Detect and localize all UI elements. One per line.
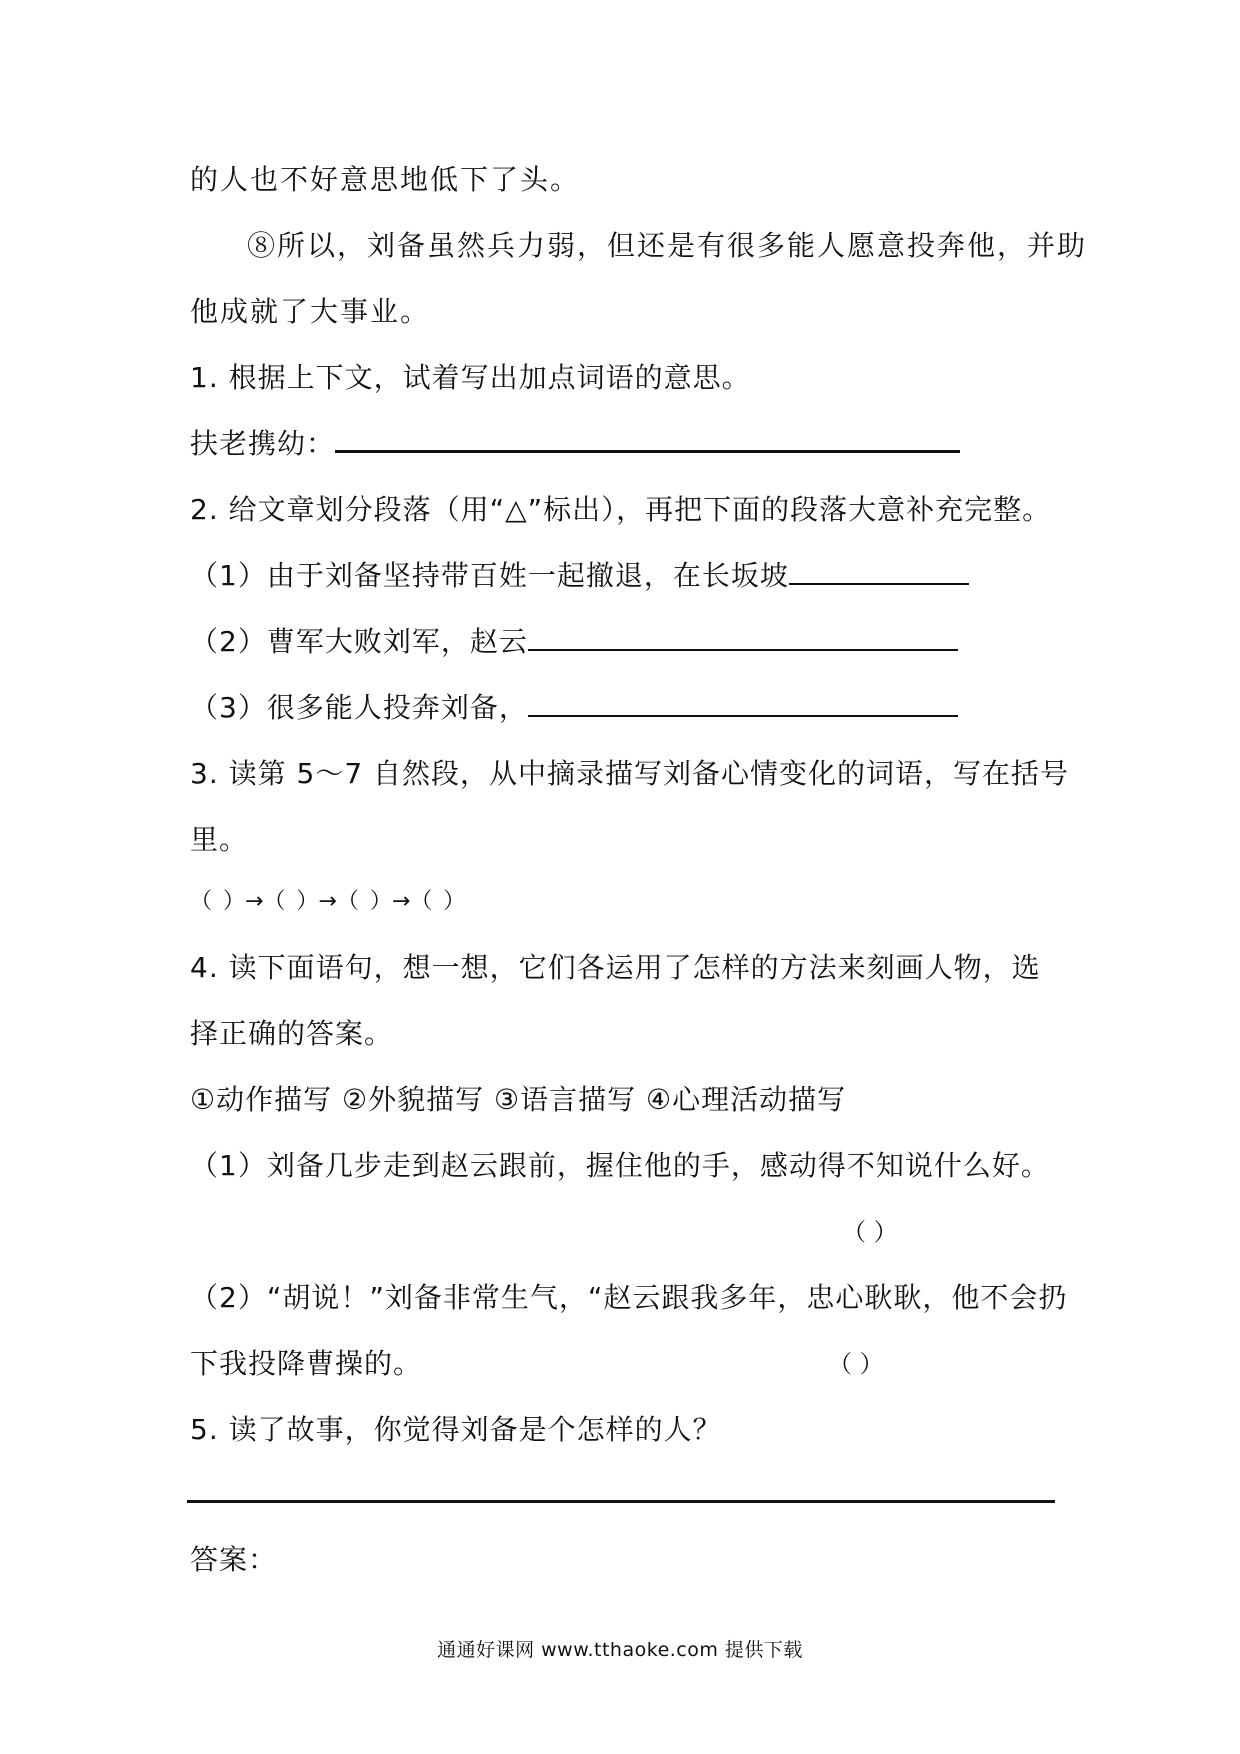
- question-2-item-1: [190, 556, 969, 596]
- question-1-answer-blank[interactable]: [335, 424, 960, 453]
- question-4-prompt-line-1: 4. 读下面语句，想一想，它们各运用了怎样的方法来刻画人物，选: [190, 951, 1041, 984]
- story-line-1: 的人也不好意思地低下了头。: [190, 163, 581, 196]
- question-5-prompt: 5. 读了故事，你觉得刘备是个怎样的人？: [190, 1413, 722, 1446]
- question-5-answer-line[interactable]: [187, 1500, 1055, 1503]
- question-2-item-3: [190, 688, 958, 728]
- question-4-sentence-1-answer[interactable]: （ ）: [842, 1218, 898, 1246]
- paragraph-8-line-1: ⑧所以，刘备虽然兵力弱，但还是有很多能人愿意投奔他，并助: [247, 229, 1088, 262]
- question-1-prompt: 1. 根据上下文，试着写出加点词语的意思。: [190, 361, 751, 394]
- question-2-item-3-text: （3）很多能人投奔刘备，: [190, 691, 528, 724]
- question-4-prompt-line-2: 择正确的答案。: [190, 1017, 394, 1050]
- footer-credit: 通通好课网 www.tthaoke.com 提供下载: [437, 1639, 803, 1661]
- question-4-sentence-2-line-1: （2）“胡说！”刘备非常生气，“赵云跟我多年，忠心耿耿，他不会扔: [190, 1281, 1068, 1314]
- question-2-item-2-blank[interactable]: [528, 625, 958, 651]
- question-4-options: ①动作描写 ②外貌描写 ③语言描写 ④心理活动描写: [190, 1083, 847, 1116]
- question-2-item-1-blank[interactable]: [789, 559, 969, 585]
- question-4-sentence-1: （1）刘备几步走到赵云跟前，握住他的手，感动得不知说什么好。: [190, 1149, 1050, 1182]
- question-2-prompt: 2. 给文章划分段落（用“△”标出），再把下面的段落大意补充完整。: [190, 493, 1052, 526]
- question-3-prompt-line-1: 3. 读第 5～7 自然段，从中摘录描写刘备心情变化的词语，写在括号: [190, 757, 1070, 790]
- question-3-prompt-line-2: 里。: [190, 823, 249, 856]
- answer-label: 答案：: [190, 1543, 278, 1576]
- question-3-answer-brackets[interactable]: （ ）→（ ）→（ ）→（ ）: [190, 889, 466, 914]
- question-2-item-1-text: （1）由于刘备坚持带百姓一起撤退，在长坂坡: [190, 559, 789, 592]
- question-1-answer-row: [190, 424, 960, 464]
- question-1-term: 扶老携幼：: [190, 427, 336, 460]
- question-2-item-2-text: （2）曹军大败刘军，赵云: [190, 625, 528, 658]
- question-2-item-2: [190, 622, 958, 662]
- question-2-item-3-blank[interactable]: [528, 691, 958, 717]
- question-4-sentence-2-answer[interactable]: （ ）: [828, 1350, 884, 1378]
- paragraph-8-line-2: 他成就了大事业。: [190, 295, 431, 328]
- question-4-sentence-2-line-2: 下我投降曹操的。: [190, 1347, 423, 1380]
